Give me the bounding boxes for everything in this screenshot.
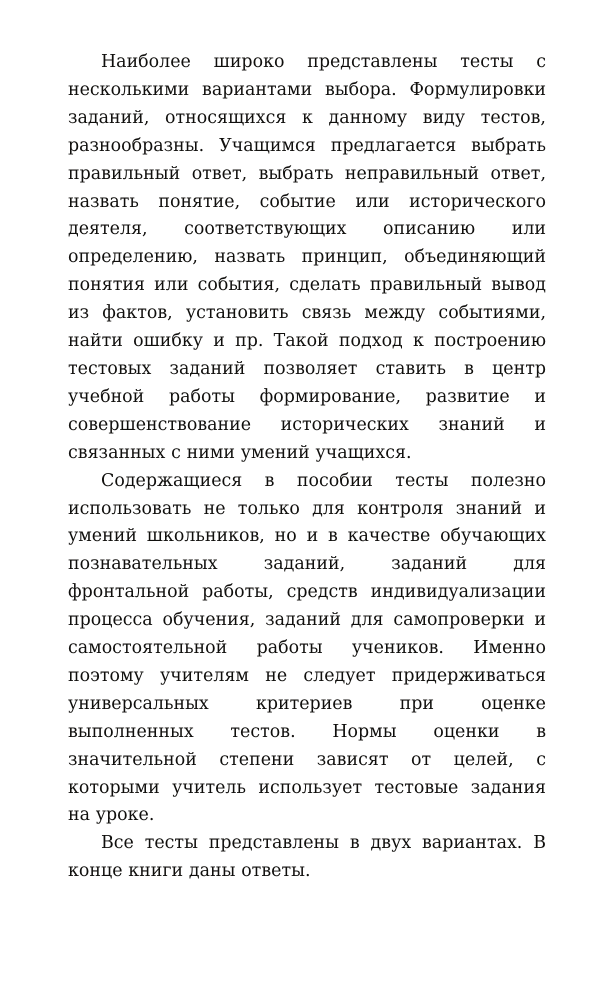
- paragraph-3: Все тесты представлены в двух вариантах. В конце книги даны ответы.: [68, 833, 546, 882]
- paragraph-1: Наиболее широко представлены тесты с несколькими вариантами выбора. Формулировки заданий, относящихся к данному виду тестов, разнообразны. Учащимся предлагается выбрать правильный ответ, выбрать неправильный ответ, назвать понятие, событие или исторического деятеля, соответствующих описанию или определению, назвать принцип, объединяющий понятия или события, сделать правильный вывод из фактов, установить связь между событиями, найти ошибку и пр. Такой подход к построению тестовых заданий позволяет ставить в центр учебной работы формирование, развитие и совершенствование исторических знаний и связанных с ними умений учащихся.: [68, 52, 546, 463]
- paragraph-2: Содержащиеся в пособии тесты полезно использовать не только для контроля знаний и умений школьников, но и в качестве обучающих познавательных заданий, заданий для фронтальной работы, средств индивидуализации процесса обучения, заданий для самопроверки и самостоятельной работы учеников. Именно поэтому учителям не следует придерживаться универсальных критериев при оценке выполненных тестов. Нормы оценки в значительной степени зависят от целей, с которыми учитель использует тестовые задания на уроке.: [68, 470, 546, 826]
- page-text-block: [68, 49, 546, 886]
